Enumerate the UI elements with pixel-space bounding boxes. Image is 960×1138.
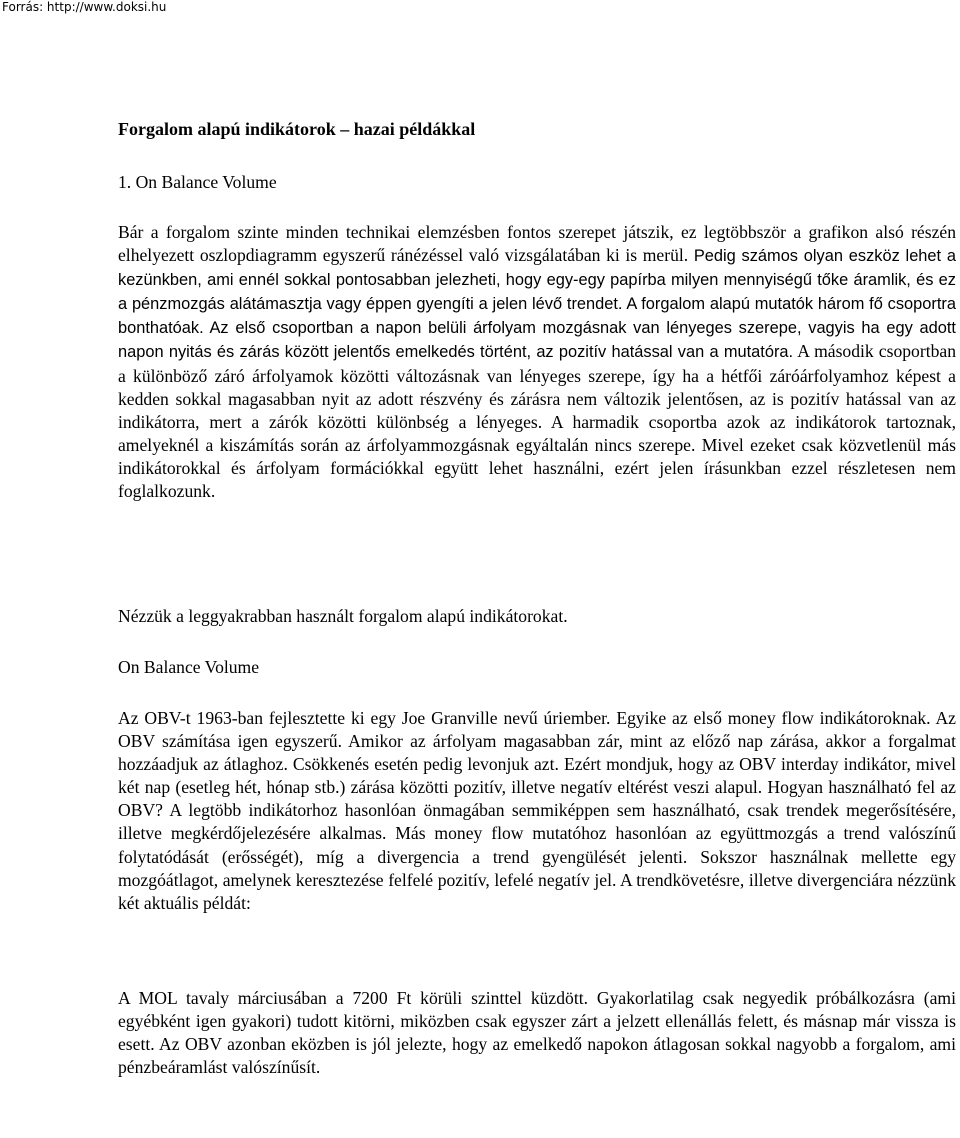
section-heading-2: On Balance Volume (118, 657, 260, 677)
paragraph-obv: Az OBV-t 1963-ban fejlesztette ki egy Joe Granville nevű úriember. Egyike az első money flow indikátoroknak. Az OBV számítása igen egyszerű. Amikor az árfolyam magasabban zár, mint az előző nap zárása, akkor a forgalmat hozzáadjuk az átlaghoz. Csökkenés esetén pedig levonjuk azt. Ezért mondjuk, hogy az OBV interday indikátor, mivel két nap (esetleg hét, hónap stb.) zárása közötti pozitív, illetve negatív eltérést veszi alapul. Hogyan használható fel az OBV? A legtöbb indikátorhoz hasonlóan önmagában semmiképpen sem használható, csak trendek megerősítésére, illetve megkérdőjelezésére alkalmas. Más money flow mutatóhoz hasonlóan az együttmozgás a trend valószínű folytatódását (erősségét), míg a divergencia a trend gyengülését jelenti. Sokszor használnak mellette egy mozgóátlagot, amelynek keresztezése felfelé pozitív, lefelé negatív jel. A trendkövetésre, illetve divergenciára nézzünk két aktuális példát: (118, 708, 956, 913)
document-title: Forgalom alapú indikátorok – hazai példákkal (118, 119, 476, 139)
paragraph-intro-part-2: Pedig számos olyan eszköz lehet a kezünkben, ami ennél sokkal pontosabban jelezheti, hogy egy-egy papírba milyen mennyiségű tőke áramlik, és ez a pénzmozgás alátámasztja vagy éppen gyengíti a jelen lévő trendet. A forgalom alapú mutatók három fő csoportra bonthatóak. Az első csoportban a napon belüli árfolyam mozgásnak van lényeges szerepe, vagyis ha egy adott napon nyitás és zárás között jelentős emelkedés történt, az pozitív hatással van a mutatóra. (118, 247, 956, 362)
source-line: Forrás: http://www.doksi.hu (2, 0, 167, 14)
paragraph-intro-part-1: Bár a forgalom szinte minden technikai elemzésben fontos szerepet játszik, ez legtöbbször a grafikon alsó részén elhelyezett oszlopdiagramm egyszerű ránézéssel való vizsgálatában ki is merül. (118, 222, 956, 266)
paragraph-mol: A MOL tavaly márciusában a 7200 Ft körüli szinttel küzdött. Gyakorlatilag csak negyedik próbálkozásra (ami egyébként igen gyakori) tudott kitörni, miközben csak egyszer zárt a jelzett ellenállás felett, és másnap már vissza is esett. Az OBV azonban eközben is jól jelezte, hogy az emelkedő napokon átlagosan sokkal nagyobb a forgalom, ami pénzbeáramlást valószínűsít. (118, 988, 956, 1078)
section-heading-1: 1. On Balance Volume (118, 172, 277, 192)
paragraph-intro-part-3: A második csoportban a különböző záró árfolyamok közötti változásnak van lényeges szerepe, így ha a hétfői záróárfolyamhoz képest a kedden sokkal magasabban nyit az adott részvény és zárásra nem változik jelentősen, az is pozitív hatással van az indikátorra, mert a zárók közötti különbség a lényeges. A harmadik csoportba azok az indikátorok tartoznak, amelyeknél a kiszámítás során az árfolyammozgásnak egyáltalán nincs szerepe. Mivel ezeket csak közvetlenül más indikátorokkal és árfolyam formációkkal együtt lehet használni, ezért jelen írásunkban ezzel részletesen nem foglalkozunk. (118, 341, 956, 502)
paragraph-lead: Nézzük a leggyakrabban használt forgalom alapú indikátorokat. (118, 606, 568, 626)
paragraph-intro (118, 221, 956, 503)
